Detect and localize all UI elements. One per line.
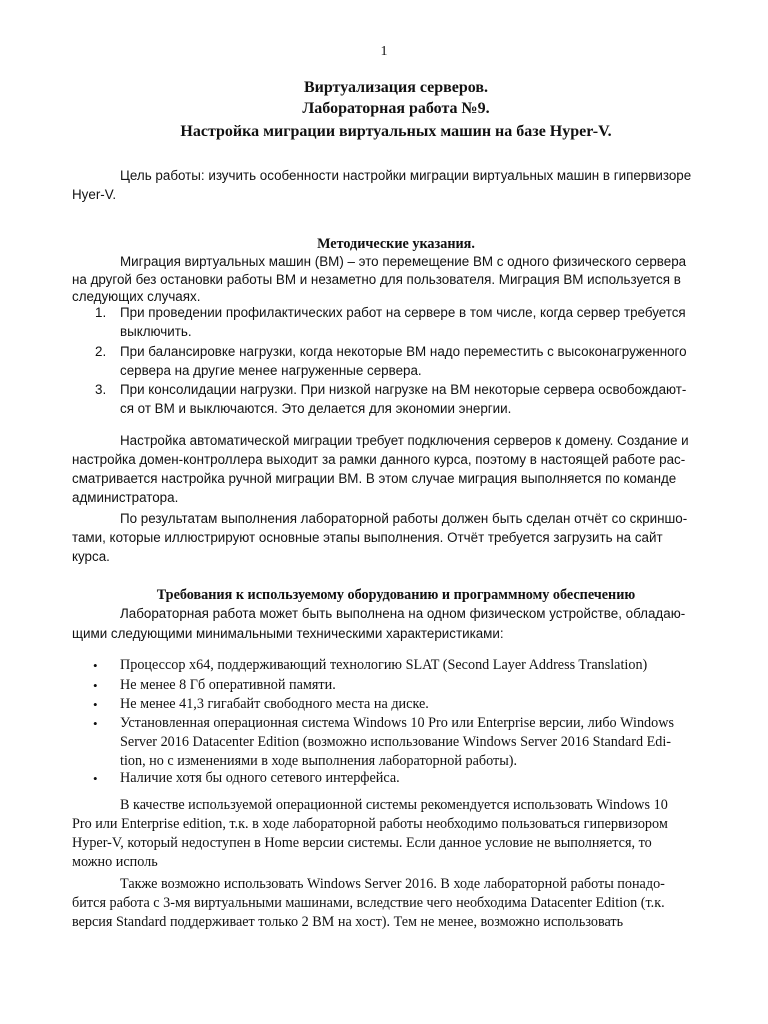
methods-heading: Методические указания.	[317, 236, 475, 252]
methods-p2-line: Настройка автоматической миграции требует подключения серверов к домену. Создание и	[120, 433, 689, 448]
bullet-line: Процессор x64, поддерживающий технологию SLAT (Second Layer Address Translation)	[120, 657, 648, 673]
list-item-line: При консолидации нагрузки. При низкой нагрузке на ВМ некоторые сервера освобождают-	[120, 382, 687, 397]
goal-line: Hyer-V.	[72, 187, 117, 202]
bullet-line: Не менее 8 Гб оперативной памяти.	[120, 677, 336, 693]
bullet-icon: •	[93, 716, 98, 731]
bullet-icon: •	[93, 658, 98, 673]
doc-title-line-3: Настройка миграции виртуальных машин на базе Hyper-V.	[180, 123, 612, 140]
list-number: 2.	[95, 344, 107, 359]
methods-p2-line: сматривается настройка ручной миграции ВМ. В этом случае миграция выполняется по команде	[72, 471, 677, 486]
bullet-icon: •	[93, 697, 98, 712]
requirements-p4-line: Hyper-V, который недоступен в Home версии системы. Если данное условие не выполняется, то	[72, 835, 652, 851]
list-number: 1.	[95, 305, 107, 320]
page-number: 1	[380, 44, 388, 59]
requirements-p5-line: Также возможно использовать Windows Server 2016. В ходе лабораторной работы понадо-	[120, 876, 665, 892]
list-item-line: При проведении профилактических работ на сервере в том числе, когда сервер требуется	[120, 305, 686, 320]
methods-p3-line: тами, которые иллюстрируют основные этапы выполнения. Отчёт требуется загрузить на сайт	[72, 530, 663, 545]
methods-p1-line: Миграция виртуальных машин (ВМ) – это перемещение ВМ с одного физического сервера	[120, 254, 687, 269]
methods-p3-line: По результатам выполнения лабораторной работы должен быть сделан отчёт со скриншо-	[120, 511, 688, 526]
methods-p2-line: настройка домен-контроллера выходит за рамки данного курса, поэтому в настоящей работе рас-	[72, 452, 686, 467]
requirements-heading: Требования к используемому оборудованию и программному обеспечению	[156, 587, 636, 603]
methods-p2-line: администратора.	[72, 490, 179, 505]
bullet-line: Установленная операционная система Windows 10 Pro или Enterprise версии, либо Windows	[120, 715, 674, 731]
bullet-icon: •	[93, 678, 98, 693]
list-number: 3.	[95, 382, 107, 397]
requirements-p4-line: В качестве используемой операционной системы рекомендуется использовать Windows 10	[120, 797, 668, 813]
bullet-line: Наличие хотя бы одного сетевого интерфейса.	[120, 770, 400, 786]
doc-title-line-2: Лабораторная работа №9.	[302, 100, 490, 117]
methods-p1-line: следующих случаях.	[72, 289, 201, 304]
requirements-p5-line: бится работа с 3-мя виртуальными машинами, вследствие чего необходима Datacenter Edition (т.к.	[72, 895, 665, 911]
list-item-line: выключить.	[120, 324, 192, 339]
bullet-line: Server 2016 Datacenter Edition (возможно использование Windows Server 2016 Standard Edi-	[120, 734, 672, 750]
bullet-line: Не менее 41,3 гигабайт свободного места на диске.	[120, 696, 429, 712]
requirements-p5-line: версия Standard поддерживает только 2 ВМ на хост). Тем не менее, возможно использовать	[72, 914, 624, 930]
requirements-intro-line: Лабораторная работа может быть выполнена на одном физическом устройстве, обладаю-	[120, 606, 686, 621]
methods-p3-line: курса.	[72, 549, 110, 564]
doc-title-line-1: Виртуализация серверов.	[303, 79, 489, 96]
requirements-p4-line: Pro или Enterprise edition, т.к. в ходе лабораторной работы необходимо пользоваться гипервизором	[72, 816, 668, 832]
bullet-line: tion, но с изменениями в ходе выполнения лабораторной работы).	[120, 753, 517, 769]
methods-p1-line: на другой без остановки работы ВМ и незаметно для пользователя. Миграция ВМ используется в	[72, 272, 681, 287]
requirements-intro-line: щими следующими минимальными техническими характеристиками:	[72, 626, 504, 641]
list-item-line: ся от ВМ и выключаются. Это делается для экономии энергии.	[120, 401, 512, 416]
list-item-line: При балансировке нагрузки, когда некоторые ВМ надо переместить с высоконагруженного	[120, 344, 687, 359]
list-item-line: сервера на другие менее нагруженные сервера.	[120, 363, 422, 378]
requirements-p4-line: можно исполь	[72, 854, 158, 870]
goal-line: Цель работы: изучить особенности настройки миграции виртуальных машин в гипервизоре	[120, 168, 692, 183]
bullet-icon: •	[93, 771, 98, 786]
